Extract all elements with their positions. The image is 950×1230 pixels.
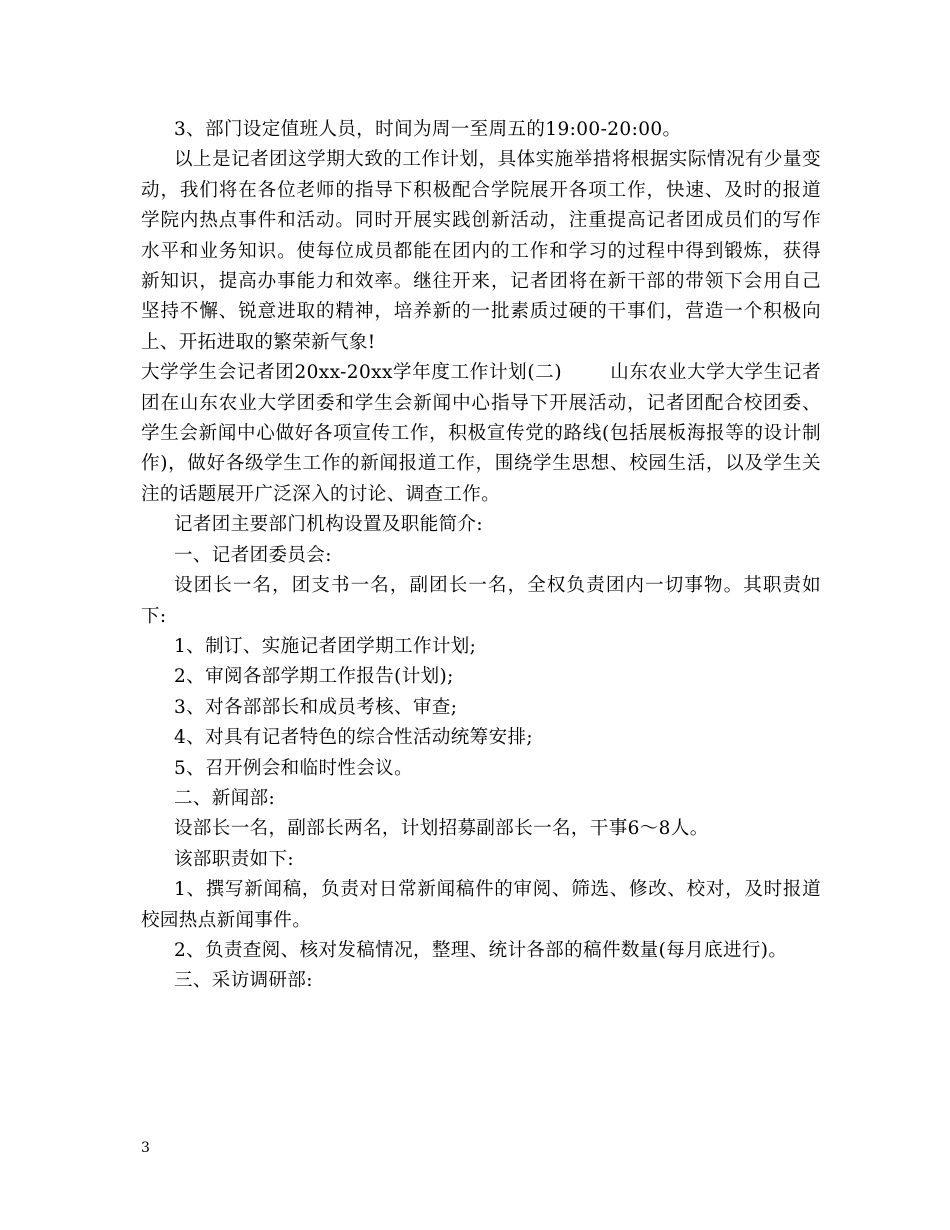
list-item: 2、审阅各部学期工作报告(计划); (174, 666, 454, 688)
intro-text: 山东农业大学大学生记者团在山东农业大学团委和学生会新闻中心指导下开展活动，记者团配合校团委、学生会新闻中心做好各项宣传工作，积极宣传党的路线(包括展板海报等的设计制作)，做好各级学生工作的新闻报道工作，围绕学生思想、校园生活，以及学生关注的话题展开广泛深入的讨论、调查工作。 (141, 362, 821, 505)
page-number: 3 (141, 1140, 150, 1156)
heading-interview-dept: 三、采访调研部: (174, 970, 313, 992)
heading-committee: 一、记者团委员会: (174, 544, 332, 566)
heading-news-dept: 二、新闻部: (174, 787, 276, 809)
paragraph-plan-intro (141, 358, 821, 510)
paragraph-committee-setup: 设团长一名，团支书一名，副团长一名，全权负责团内一切事物。其职责如下: (141, 575, 821, 627)
list-item: 5、召开例会和临时性会议。 (174, 757, 413, 779)
list-item: 2、负责查阅、核对发稿情况，整理、统计各部的稿件数量(每月底进行)。 (174, 939, 788, 961)
list-item: 4、对具有记者特色的综合性活动统筹安排; (174, 727, 534, 749)
document-body (141, 115, 821, 997)
section-title: 大学学生会记者团20xx-20xx学年度工作计划(二) (141, 362, 563, 384)
list-item: 1、制订、实施记者团学期工作计划; (174, 635, 477, 657)
paragraph-duty-schedule: 3、部门设定值班人员，时间为周一至周五的19:00-20:00。 (174, 119, 682, 140)
paragraph-duties-label: 该部职责如下: (174, 848, 295, 870)
list-item: 1、撰写新闻稿，负责对日常新闻稿件的审阅、筛选、修改、校对，及时报道校园热点新闻事件。 (141, 879, 821, 931)
list-item: 3、对各部部长和成员考核、审查; (174, 696, 458, 718)
paragraph-summary: 以上是记者团这学期大致的工作计划，具体实施举措将根据实际情况有少量变动，我们将在各位老师的指导下积极配合学院展开各项工作，快速、及时的报道学院内热点事件和活动。同时开展实践创新活动，注重提高记者团成员们的写作水平和业务知识。使每位成员都能在团内的工作和学习的过程中得到锻炼，获得新知识，提高办事能力和效率。继往开来，记者团将在新干部的带领下会用自己坚持不懈、锐意进取的精神，培养新的一批素质过硬的干事们，营造一个积极向上、开拓进取的繁荣新气象! (141, 149, 821, 353)
paragraph-news-setup: 设部长一名，副部长两名，计划招募副部长一名，干事6～8人。 (174, 818, 709, 840)
paragraph-dept-overview: 记者团主要部门机构设置及职能简介: (174, 514, 484, 536)
